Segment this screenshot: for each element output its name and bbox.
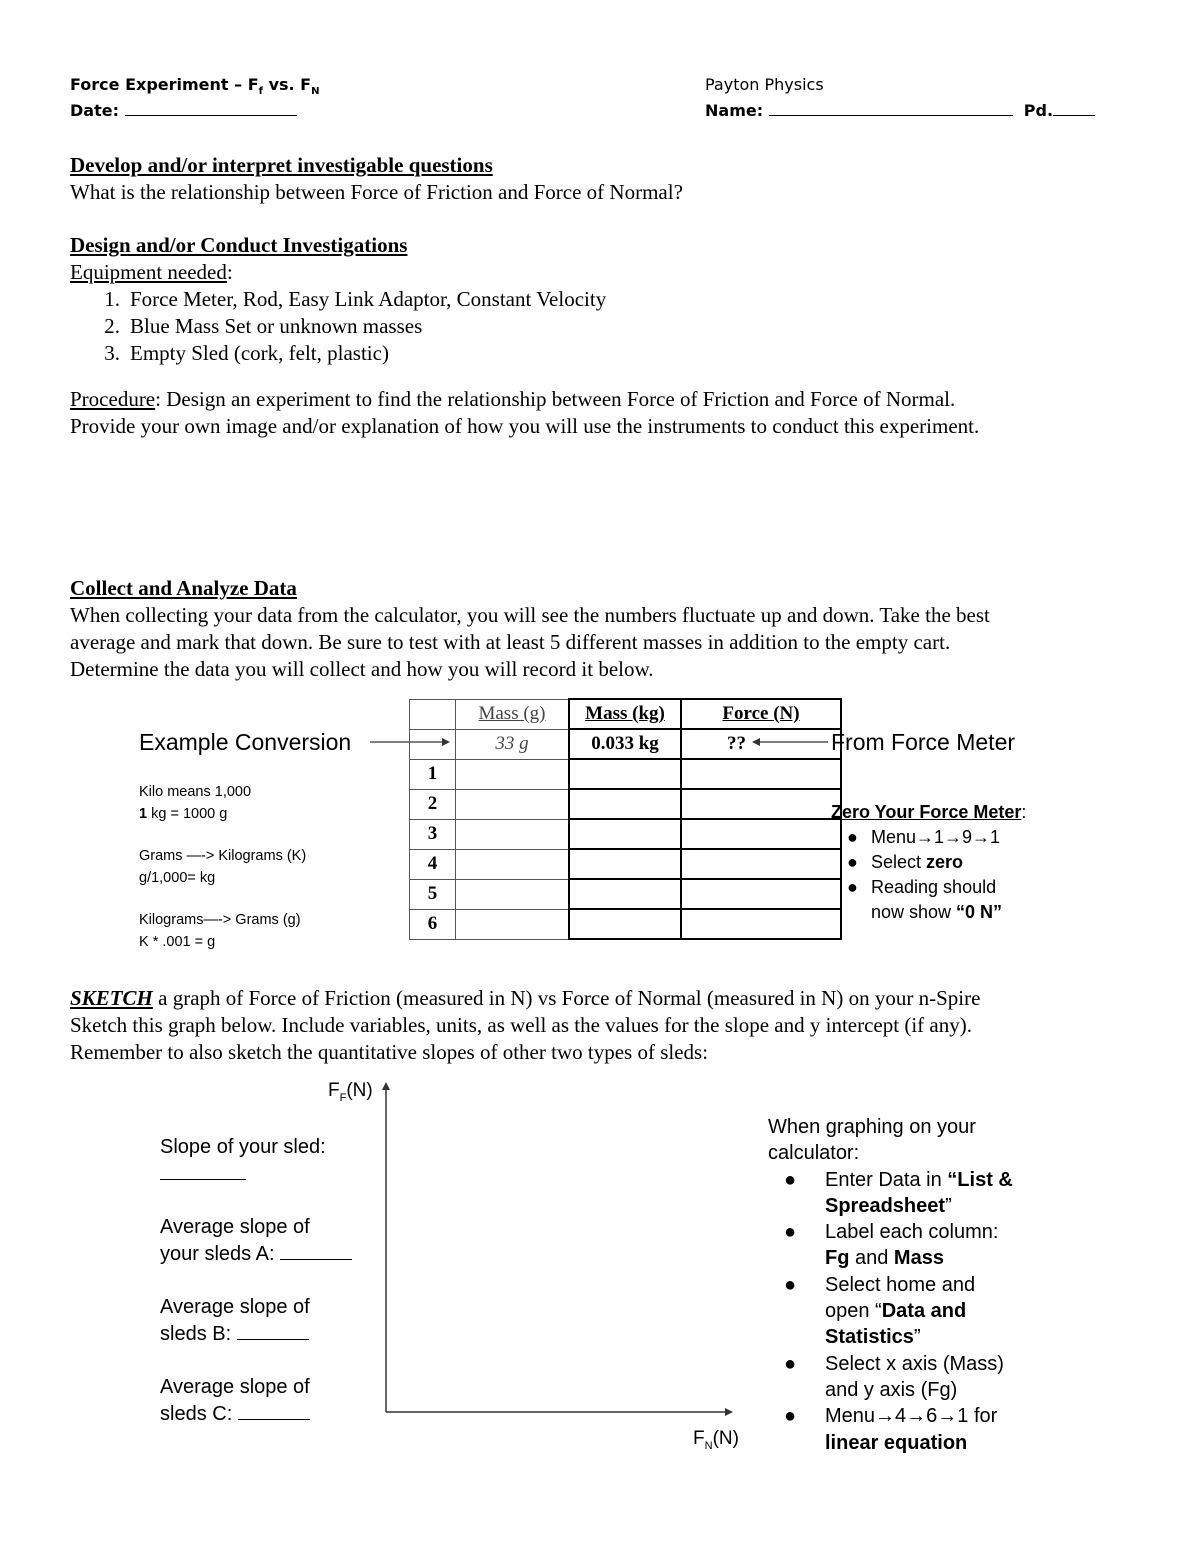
bullet-icon: ● — [847, 827, 858, 847]
graphing-intro-2: calculator: — [768, 1142, 860, 1165]
paragraph-line — [70, 985, 980, 1012]
sketch-line: a graph of Force of Friction (measured in N) vs Force of Normal (measured in N) on your n-Spire — [152, 986, 981, 1010]
x-label-unit: (N) — [712, 1428, 739, 1449]
table-row — [410, 819, 842, 849]
y-axis-label — [328, 1080, 373, 1104]
title-sub-n: N — [311, 86, 320, 98]
bullet-pre: Enter Data in — [825, 1168, 948, 1191]
cell-force[interactable] — [681, 789, 841, 819]
equipment-colon: : — [226, 260, 233, 284]
date-field[interactable] — [70, 101, 297, 120]
slope-blank[interactable] — [237, 1323, 309, 1340]
bullet-pre: Menu→4→6→1 for — [825, 1405, 998, 1428]
bullet-bold: Data and — [881, 1300, 967, 1323]
paragraph-line: Remember to also sketch the quantitative slopes of other two types of sleds: — [70, 1040, 709, 1064]
pd-label: Pd. — [1023, 101, 1054, 120]
x-axis-arrow-icon — [725, 1408, 733, 1416]
bullet-bold: zero — [926, 852, 964, 872]
section-heading-collect: Collect and Analyze Data — [70, 576, 297, 600]
conversion-line: Kilo means 1,000 — [139, 784, 252, 800]
y-label-unit: (N) — [346, 1080, 373, 1101]
list-item — [768, 1167, 1013, 1220]
bullet-text — [871, 850, 963, 875]
avg-slope-c-field[interactable] — [160, 1401, 352, 1428]
cell-mass-kg[interactable] — [569, 819, 681, 849]
zero-title-colon: : — [1021, 802, 1027, 822]
paragraph-line: average and mark that down. Be sure to test with at least 5 different masses in addition to the empty cart. — [70, 630, 951, 654]
list-item — [90, 286, 606, 313]
bullet-pre: open “ — [825, 1300, 882, 1323]
row-number: 4 — [410, 849, 456, 879]
row-number: 5 — [410, 879, 456, 909]
zero-meter-title — [831, 800, 1026, 825]
cell-mass-kg[interactable] — [569, 879, 681, 909]
procedure-text-2: Provide your own image and/or explanation of how you will use the instruments to conduct this experiment. — [70, 414, 980, 438]
bullet-bold: “List & — [947, 1168, 1013, 1191]
bullet-pre: Select — [871, 852, 927, 872]
name-blank[interactable] — [769, 101, 1013, 116]
slope-blank[interactable] — [160, 1163, 246, 1180]
list-number: 2. — [104, 314, 120, 338]
bullet-icon: ● — [784, 1405, 797, 1428]
bullet-text — [825, 1351, 1004, 1404]
example-force: ?? — [681, 729, 841, 759]
cell-force[interactable] — [681, 909, 841, 939]
header-force-n: Force (N) — [681, 699, 841, 729]
x-label-sub: N — [704, 1439, 713, 1452]
collect-paragraph — [70, 602, 990, 683]
data-table — [409, 698, 842, 940]
list-item — [831, 875, 1026, 900]
graphing-instructions — [768, 1114, 1013, 1456]
bullet-mid: and — [849, 1247, 894, 1270]
bullet-text — [825, 1272, 975, 1351]
paragraph-line: Determine the data you will collect and how you will record it below. — [70, 657, 654, 681]
bullet-text — [825, 1167, 1013, 1220]
table-row — [410, 909, 842, 939]
bullet-icon: ● — [784, 1221, 797, 1244]
cell-mass-kg[interactable] — [569, 759, 681, 789]
cell-mass-g[interactable] — [456, 789, 570, 819]
section-heading-design: Design and/or Conduct Investigations — [70, 233, 408, 257]
conversion-line: Grams —-> Kilograms (K) — [139, 848, 307, 864]
list-item — [768, 1403, 1013, 1456]
cell-mass-g[interactable] — [456, 759, 570, 789]
bullet-pre: and y axis (Fg) — [825, 1378, 958, 1401]
name-field[interactable] — [705, 101, 1095, 120]
name-label: Name: — [705, 101, 769, 120]
bullet-icon: ● — [784, 1352, 797, 1375]
avg-slope-a-label: Average slope of — [160, 1216, 310, 1238]
example-mass-kg: 0.033 kg — [569, 729, 681, 759]
procedure — [70, 386, 979, 440]
from-force-meter-label: From Force Meter — [831, 729, 1016, 755]
bullet-icon: ● — [847, 852, 858, 872]
list-number: 1. — [104, 287, 120, 311]
bullet-icon: ● — [784, 1168, 797, 1191]
course-name: Payton Physics — [705, 75, 824, 94]
cell-force[interactable] — [681, 879, 841, 909]
row-number: 6 — [410, 909, 456, 939]
graph-axes — [380, 1080, 740, 1420]
sketch-word: SKETCH — [70, 986, 153, 1010]
conversion-line: g/1,000= kg — [139, 870, 216, 886]
cell-force[interactable] — [681, 819, 841, 849]
cell-mass-kg[interactable] — [569, 789, 681, 819]
header-mass-g: Mass (g) — [456, 699, 570, 729]
avg-slope-c-label: Average slope of — [160, 1376, 310, 1398]
conversion-notes — [139, 781, 306, 953]
avg-slope-b-label-2: sleds B: — [160, 1323, 237, 1345]
bullet-pre: Label each column: — [825, 1221, 999, 1244]
bullet-icon: ● — [847, 877, 858, 897]
procedure-text: : Design an experiment to find the relationship between Force of Friction and Force of Normal. — [155, 387, 956, 411]
title-vs: vs. F — [263, 75, 312, 94]
list-item — [90, 340, 606, 367]
paragraph-line: Sketch this graph below. Include variables, units, as well as the values for the slope and y intercept (if any). — [70, 1013, 972, 1037]
pd-blank[interactable] — [1053, 101, 1095, 116]
table-header-cell — [410, 699, 456, 729]
avg-slope-b-field[interactable] — [160, 1321, 352, 1348]
equipment-label-text: Equipment needed — [70, 260, 227, 284]
list-item-continued — [831, 900, 1026, 925]
avg-slope-a-label-2: your sleds A: — [160, 1243, 281, 1265]
bullet-bold: linear equation — [825, 1431, 968, 1454]
list-item — [768, 1219, 1013, 1272]
cell-mass-g[interactable] — [456, 909, 570, 939]
graphing-intro: When graphing on your — [768, 1116, 976, 1138]
cell-force[interactable] — [681, 849, 841, 879]
bullet-bold: Fg — [825, 1247, 850, 1270]
row-number: 3 — [410, 819, 456, 849]
row-number: 1 — [410, 759, 456, 789]
bullet-text — [871, 825, 1000, 850]
table-cell — [410, 729, 456, 759]
example-mass-g: 33 g — [456, 729, 570, 759]
list-text: Force Meter, Rod, Easy Link Adaptor, Constant Velocity — [130, 287, 607, 311]
equipment-list — [90, 286, 606, 367]
zero-title-text: Zero Your Force Meter — [831, 802, 1022, 822]
bullet-post: ” — [913, 1326, 921, 1349]
cell-mass-kg[interactable] — [569, 909, 681, 939]
cell-mass-g[interactable] — [456, 849, 570, 879]
cell-mass-kg[interactable] — [569, 849, 681, 879]
y-axis-arrow-icon — [382, 1082, 390, 1090]
list-item — [831, 850, 1026, 875]
slope-blank[interactable] — [280, 1243, 352, 1260]
list-item — [768, 1351, 1013, 1404]
bullet-text — [871, 900, 1002, 925]
slope-your-sled-label: Slope of your sled: — [160, 1136, 326, 1158]
bullet-pre: Reading should — [871, 877, 997, 897]
list-item — [831, 825, 1026, 850]
date-label: Date: — [70, 101, 125, 120]
bullet-pre: now show — [871, 902, 957, 922]
bullet-bold: Mass — [893, 1247, 944, 1270]
slope-your-sled-field[interactable] — [160, 1161, 352, 1188]
conversion-line: K * .001 = g — [139, 934, 216, 950]
list-text: Empty Sled (cork, felt, plastic) — [130, 341, 389, 365]
zero-meter-box — [831, 800, 1026, 925]
paragraph-line: When collecting your data from the calculator, you will see the numbers fluctuate up and down. Take the best — [70, 603, 990, 627]
avg-slope-b-label: Average slope of — [160, 1296, 310, 1318]
x-label-f: F — [693, 1428, 705, 1449]
equipment-label — [70, 259, 233, 286]
table-header-row — [410, 699, 842, 729]
x-axis-label — [693, 1428, 739, 1452]
bullet-post: ” — [945, 1194, 952, 1217]
y-label-f: F — [328, 1080, 340, 1101]
row-number: 2 — [410, 789, 456, 819]
procedure-label: Procedure — [70, 387, 156, 411]
conversion-line: Kilograms—-> Grams (g) — [139, 912, 301, 928]
bullet-bold: Spreadsheet — [825, 1194, 946, 1217]
bullet-text — [825, 1403, 997, 1456]
bullet-bold: Statistics — [825, 1326, 914, 1349]
table-row — [410, 849, 842, 879]
bullet-spacer — [831, 900, 871, 925]
section-heading-questions: Develop and/or interpret investigable questions — [70, 153, 493, 177]
list-item — [90, 313, 606, 340]
bullet-icon: ● — [784, 1273, 797, 1296]
slope-prompts — [160, 1134, 352, 1428]
date-blank[interactable] — [125, 101, 297, 116]
doc-title — [70, 75, 319, 97]
avg-slope-c-label-2: sleds C: — [160, 1403, 238, 1425]
list-text: Blue Mass Set or unknown masses — [130, 314, 423, 338]
table-row — [410, 759, 842, 789]
slope-blank[interactable] — [238, 1403, 310, 1420]
bullet-pre: Select home and — [825, 1273, 976, 1296]
y-label-sub: F — [339, 1091, 347, 1104]
example-row — [410, 729, 842, 759]
sketch-paragraph — [70, 985, 980, 1066]
table-row — [410, 789, 842, 819]
example-conversion-title: Example Conversion — [139, 729, 352, 755]
conversion-bold: 1 — [139, 806, 148, 822]
title-sub-f: f — [258, 86, 263, 98]
bullet-text — [825, 1219, 998, 1272]
conversion-line — [139, 803, 306, 825]
list-number: 3. — [104, 341, 120, 365]
list-item — [768, 1272, 1013, 1351]
title-text: Force Experiment – F — [70, 75, 259, 94]
cell-mass-g[interactable] — [456, 879, 570, 909]
bullet-pre: Select x axis (Mass) — [825, 1352, 1004, 1375]
table-row — [410, 879, 842, 909]
bullet-text — [871, 875, 996, 900]
cell-force[interactable] — [681, 759, 841, 789]
conversion-text: kg = 1000 g — [147, 806, 228, 822]
investigable-question: What is the relationship between Force of Friction and Force of Normal? — [70, 180, 683, 204]
avg-slope-a-field[interactable] — [160, 1241, 352, 1268]
bullet-bold: “0 N” — [956, 902, 1003, 922]
cell-mass-g[interactable] — [456, 819, 570, 849]
bullet-pre: Menu→1→9→1 — [871, 827, 1001, 847]
header-mass-kg: Mass (kg) — [569, 699, 681, 729]
